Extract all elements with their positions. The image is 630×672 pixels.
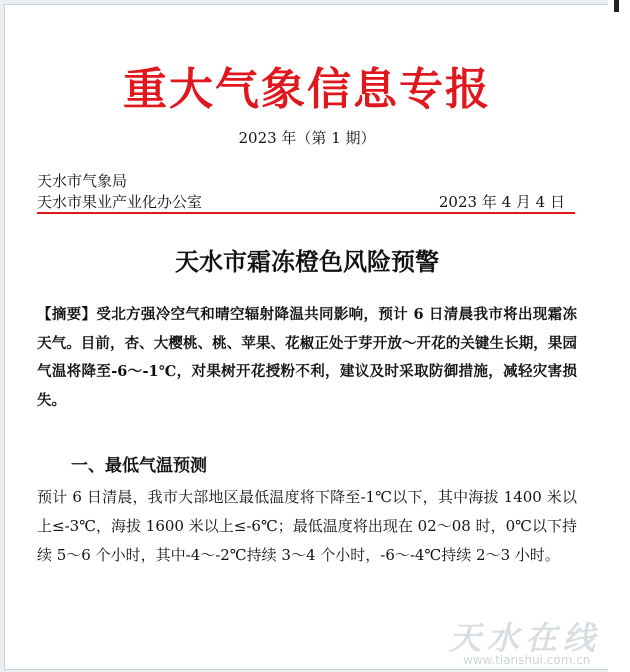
document-title: 天水市霜冻橙色风险预警: [175, 248, 439, 276]
issuer-fruit-office: 天水市果业产业化办公室: [37, 193, 203, 211]
issue-date: 2023 年 4 月 4 日: [438, 193, 565, 211]
viewer-scroll-edge[interactable]: [608, 0, 630, 672]
section-body-text: 预计 6 日清晨，我市大部地区最低温度将下降至-1℃以下，其中海拔 1400 米以上≤-3℃，海拔 1600 米以上≤-6℃；最低温度将出现在 02～08 时，0℃以下持续 5～6 个小时，其中-4～-2℃持续 3～4 个小时，-6～-4℃持续 2～3 小时。: [37, 488, 577, 564]
summary-paragraph: 【摘要】受北方强冷空气和晴空辐射降温共同影响，预计 6 日清晨我市将出现霜冻天气。目前，杏、大樱桃、桃、苹果、花椒正处于芽开放～开花的关键生长期，果园气温将降至-6～-1℃，对果树开花授粉不利，建议及时采取防御措施，减轻灾害损失。: [37, 306, 577, 409]
watermark-text: 天水在线: [449, 619, 602, 657]
issue-number: 2023 年（第 1 期）: [238, 129, 376, 147]
watermark-logo: [449, 613, 610, 670]
section-heading-min-temperature: 一、最低气温预测: [71, 456, 207, 476]
scrollbar-thumb[interactable]: [614, 0, 619, 12]
issuer-meteorological-bureau: 天水市气象局: [37, 172, 128, 190]
red-divider: [37, 212, 575, 214]
watermark-url: www.tianshui.com.cn: [463, 653, 591, 667]
document-page: [4, 4, 610, 670]
report-title: 重大气象信息专报: [123, 64, 491, 115]
